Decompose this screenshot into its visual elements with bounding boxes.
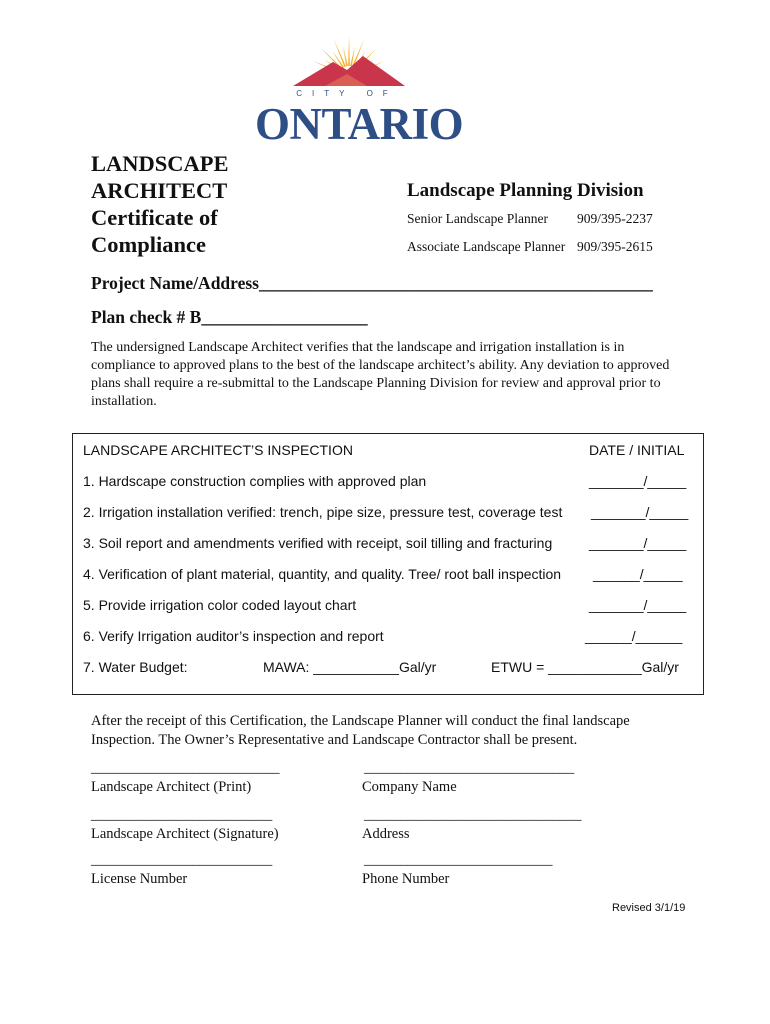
logo-city-of: CITY OF xyxy=(296,89,398,98)
mawa-field[interactable]: MAWA: ___________Gal/yr xyxy=(263,659,437,675)
plan-check-field[interactable]: Plan check # B___________________ xyxy=(91,307,368,327)
signature-label: Landscape Architect (Print) xyxy=(91,779,252,795)
contact-phone: 909/395-2237 xyxy=(577,211,653,226)
inspection-item: 5. Provide irrigation color coded layout chart xyxy=(83,597,357,613)
contact-phone: 909/395-2615 xyxy=(577,239,653,254)
signature-label: License Number xyxy=(91,871,188,887)
water-budget-label: 7. Water Budget: xyxy=(83,659,188,675)
date-initial-header: DATE / INITIAL xyxy=(589,442,685,458)
sun-mountain-icon xyxy=(255,34,439,94)
signature-line[interactable]: __________________________ xyxy=(364,852,553,868)
signature-line[interactable]: _________________________ xyxy=(91,852,273,868)
signature-line[interactable]: _________________________ xyxy=(91,807,273,823)
project-name-address-field[interactable]: Project Name/Address_____________________________________________ xyxy=(91,273,653,293)
date-initial-field[interactable]: _______/_____ xyxy=(589,535,687,551)
date-initial-field[interactable]: _______/_____ xyxy=(591,504,689,520)
signature-line[interactable]: _____________________________ xyxy=(364,760,575,776)
inspection-header: LANDSCAPE ARCHITECT’S INSPECTION xyxy=(83,442,353,458)
inspection-item: 1. Hardscape construction complies with approved plan xyxy=(83,473,427,489)
signature-label: Phone Number xyxy=(362,871,450,887)
signature-line[interactable]: __________________________ xyxy=(91,760,280,776)
signature-label: Landscape Architect (Signature) xyxy=(91,826,279,842)
inspection-item: 6. Verify Irrigation auditor’s inspection and report xyxy=(83,628,384,644)
city-of-ontario-logo xyxy=(255,34,464,149)
logo-name: ONTARIO xyxy=(255,99,464,149)
signature-label: Address xyxy=(362,826,410,842)
date-initial-field[interactable]: _______/_____ xyxy=(589,473,687,489)
etwu-field[interactable]: ETWU = ____________Gal/yr xyxy=(491,659,679,675)
division-title: Landscape Planning Division xyxy=(407,180,644,201)
date-initial-field[interactable]: ______/_____ xyxy=(593,566,683,582)
signature-line[interactable]: ______________________________ xyxy=(364,807,582,823)
outro-paragraph: After the receipt of this Certification, the Landscape Planner will conduct the final landscape Inspection. The Owner’s Representative and Landscape Contractor shall be present. xyxy=(91,713,630,748)
contact-role: Associate Landscape Planner xyxy=(407,239,566,254)
inspection-item: 2. Irrigation installation verified: trench, pipe size, pressure test, coverage test xyxy=(83,504,563,520)
intro-paragraph: The undersigned Landscape Architect verifies that the landscape and irrigation installation is in compliance to approved plans to the best of the landscape architect’s ability. Any deviation to approved plans shall require a re-submittal to the Landscape Planning Division for review and approval prior to installation. xyxy=(91,340,670,409)
contact-role: Senior Landscape Planner xyxy=(407,211,548,226)
date-initial-field[interactable]: _______/_____ xyxy=(589,597,687,613)
inspection-item: 3. Soil report and amendments verified with receipt, soil tilling and fracturing xyxy=(83,535,553,551)
inspection-table xyxy=(72,433,704,695)
date-initial-field[interactable]: ______/______ xyxy=(585,628,683,644)
revised-date: Revised 3/1/19 xyxy=(612,902,686,914)
signature-label: Company Name xyxy=(362,779,457,795)
inspection-item: 4. Verification of plant material, quantity, and quality. Tree/ root ball inspection xyxy=(83,566,562,582)
form-title: LANDSCAPE ARCHITECT Certificate of Compliance xyxy=(91,151,229,257)
